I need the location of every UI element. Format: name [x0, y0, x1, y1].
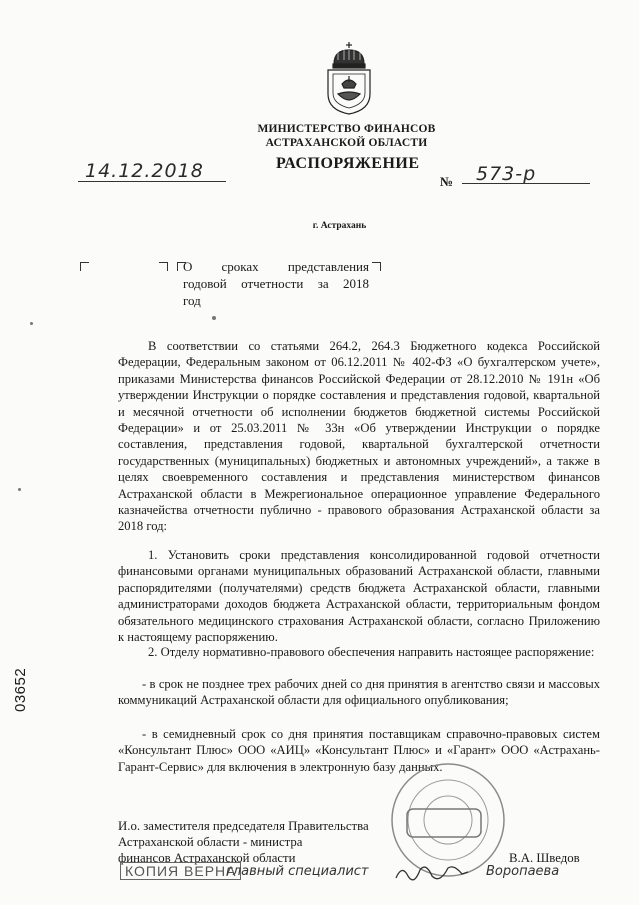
- signatory-position-line3: финансов Астраханской области: [118, 851, 296, 865]
- subject-word: сроках: [221, 259, 259, 274]
- preamble-paragraph: В соответствии со статьями 264.2, 264.3 Бюджетного кодекса Российской Федерации, Федеральным законом от 06.12.2011 № 402-ФЗ «О бухгалтерском учете», приказами Министерства финансов Российской Федерации от 28.12.2010 № 191н «Об утверждении Инструкции о порядке составления и представления годовой, квартальной и месячной отчетности об исполнении бюджетов бюджетной системы Российской Федерации» и от 25.03.2011 № 33н «Об утверждении Инструкции о порядке составления, представления годовой, квартальной бухгалтерской отчетности государственных (муниципальных) бюджетных и автономных учреждений», а также в целях своевременного составления и представления министерством финансов Астраханской области в Межрегиональное операционное управление Федерального казначейства отчетности публично - правового образования Астраханской области за 2018 год:: [118, 339, 600, 534]
- bullet-1-paragraph: - в срок не позднее трех рабочих дней со дня принятия в агентство связи и массовых коммуникаций Астраханской области для официального опубликования;: [118, 677, 600, 708]
- handwritten-clerk-name: Воропаева: [486, 864, 560, 879]
- hr-department-stamp: [406, 808, 482, 838]
- coat-of-arms-emblem: [324, 40, 374, 116]
- number-underline: [462, 183, 590, 184]
- scan-mark: [18, 488, 21, 491]
- handwritten-position-note: главный специалист: [226, 864, 369, 879]
- bracket-corner-left: [80, 262, 89, 271]
- signatory-name: В.А. Шведов: [509, 851, 580, 865]
- subject-word: О: [183, 259, 193, 274]
- number-sign: №: [440, 174, 454, 189]
- subject-word: представления: [287, 259, 369, 274]
- ministry-name-line2: АСТРАХАНСКОЙ ОБЛАСТИ: [265, 137, 428, 149]
- order-date: 14.12.2018: [85, 160, 204, 182]
- document-type-title: РАСПОРЯЖЕНИЕ: [276, 155, 420, 172]
- subject-line1: [183, 258, 369, 275]
- city-name: г. Астрахань: [312, 221, 367, 231]
- order-number: 573-р: [476, 163, 537, 185]
- signatory-position-line1: И.о. заместителя председателя Правительства: [118, 819, 369, 833]
- item-2-paragraph: 2. Отделу нормативно-правового обеспечения направить настоящее распоряжение:: [148, 645, 595, 659]
- bracket-corner-mid: [159, 262, 168, 271]
- date-underline: [78, 181, 226, 182]
- copy-certified-stamp: КОПИЯ ВЕРНА: [120, 862, 241, 880]
- handwritten-signature: [392, 860, 472, 886]
- ministry-name-line1: МИНИСТЕРСТВО ФИНАНСОВ: [257, 123, 436, 135]
- signatory-position-line2: Астраханской области - министра: [118, 835, 303, 849]
- scan-mark: [30, 322, 33, 325]
- bracket-corner-subject-right: [372, 262, 381, 271]
- scan-mark: [212, 316, 216, 320]
- order-subject: [183, 258, 369, 309]
- subject-line2: годовой отчетности за 2018: [183, 276, 369, 291]
- side-registration-number: 03652: [12, 667, 29, 712]
- bullet-2-paragraph: - в семидневный срок со дня принятия поставщикам справочно-правовых систем «Консультант Плюс» ООО «АИЦ» «Консультант Плюс» и «Гарант» ООО «Астрахань-Гарант-Сервис» для включения в электронную базу данных.: [118, 727, 600, 774]
- item-1-paragraph: 1. Установить сроки представления консолидированной годовой отчетности финансовыми органами муниципальных образований Астраханской области, главными распорядителями (получателями) средств бюджета Астраханской области, главными администраторами доходов бюджета Астраханской области, территориальным фондом обязательного медицинского страхования Астраханской области, согласно Приложению к настоящему распоряжению.: [118, 548, 600, 645]
- subject-line3: год: [183, 293, 201, 308]
